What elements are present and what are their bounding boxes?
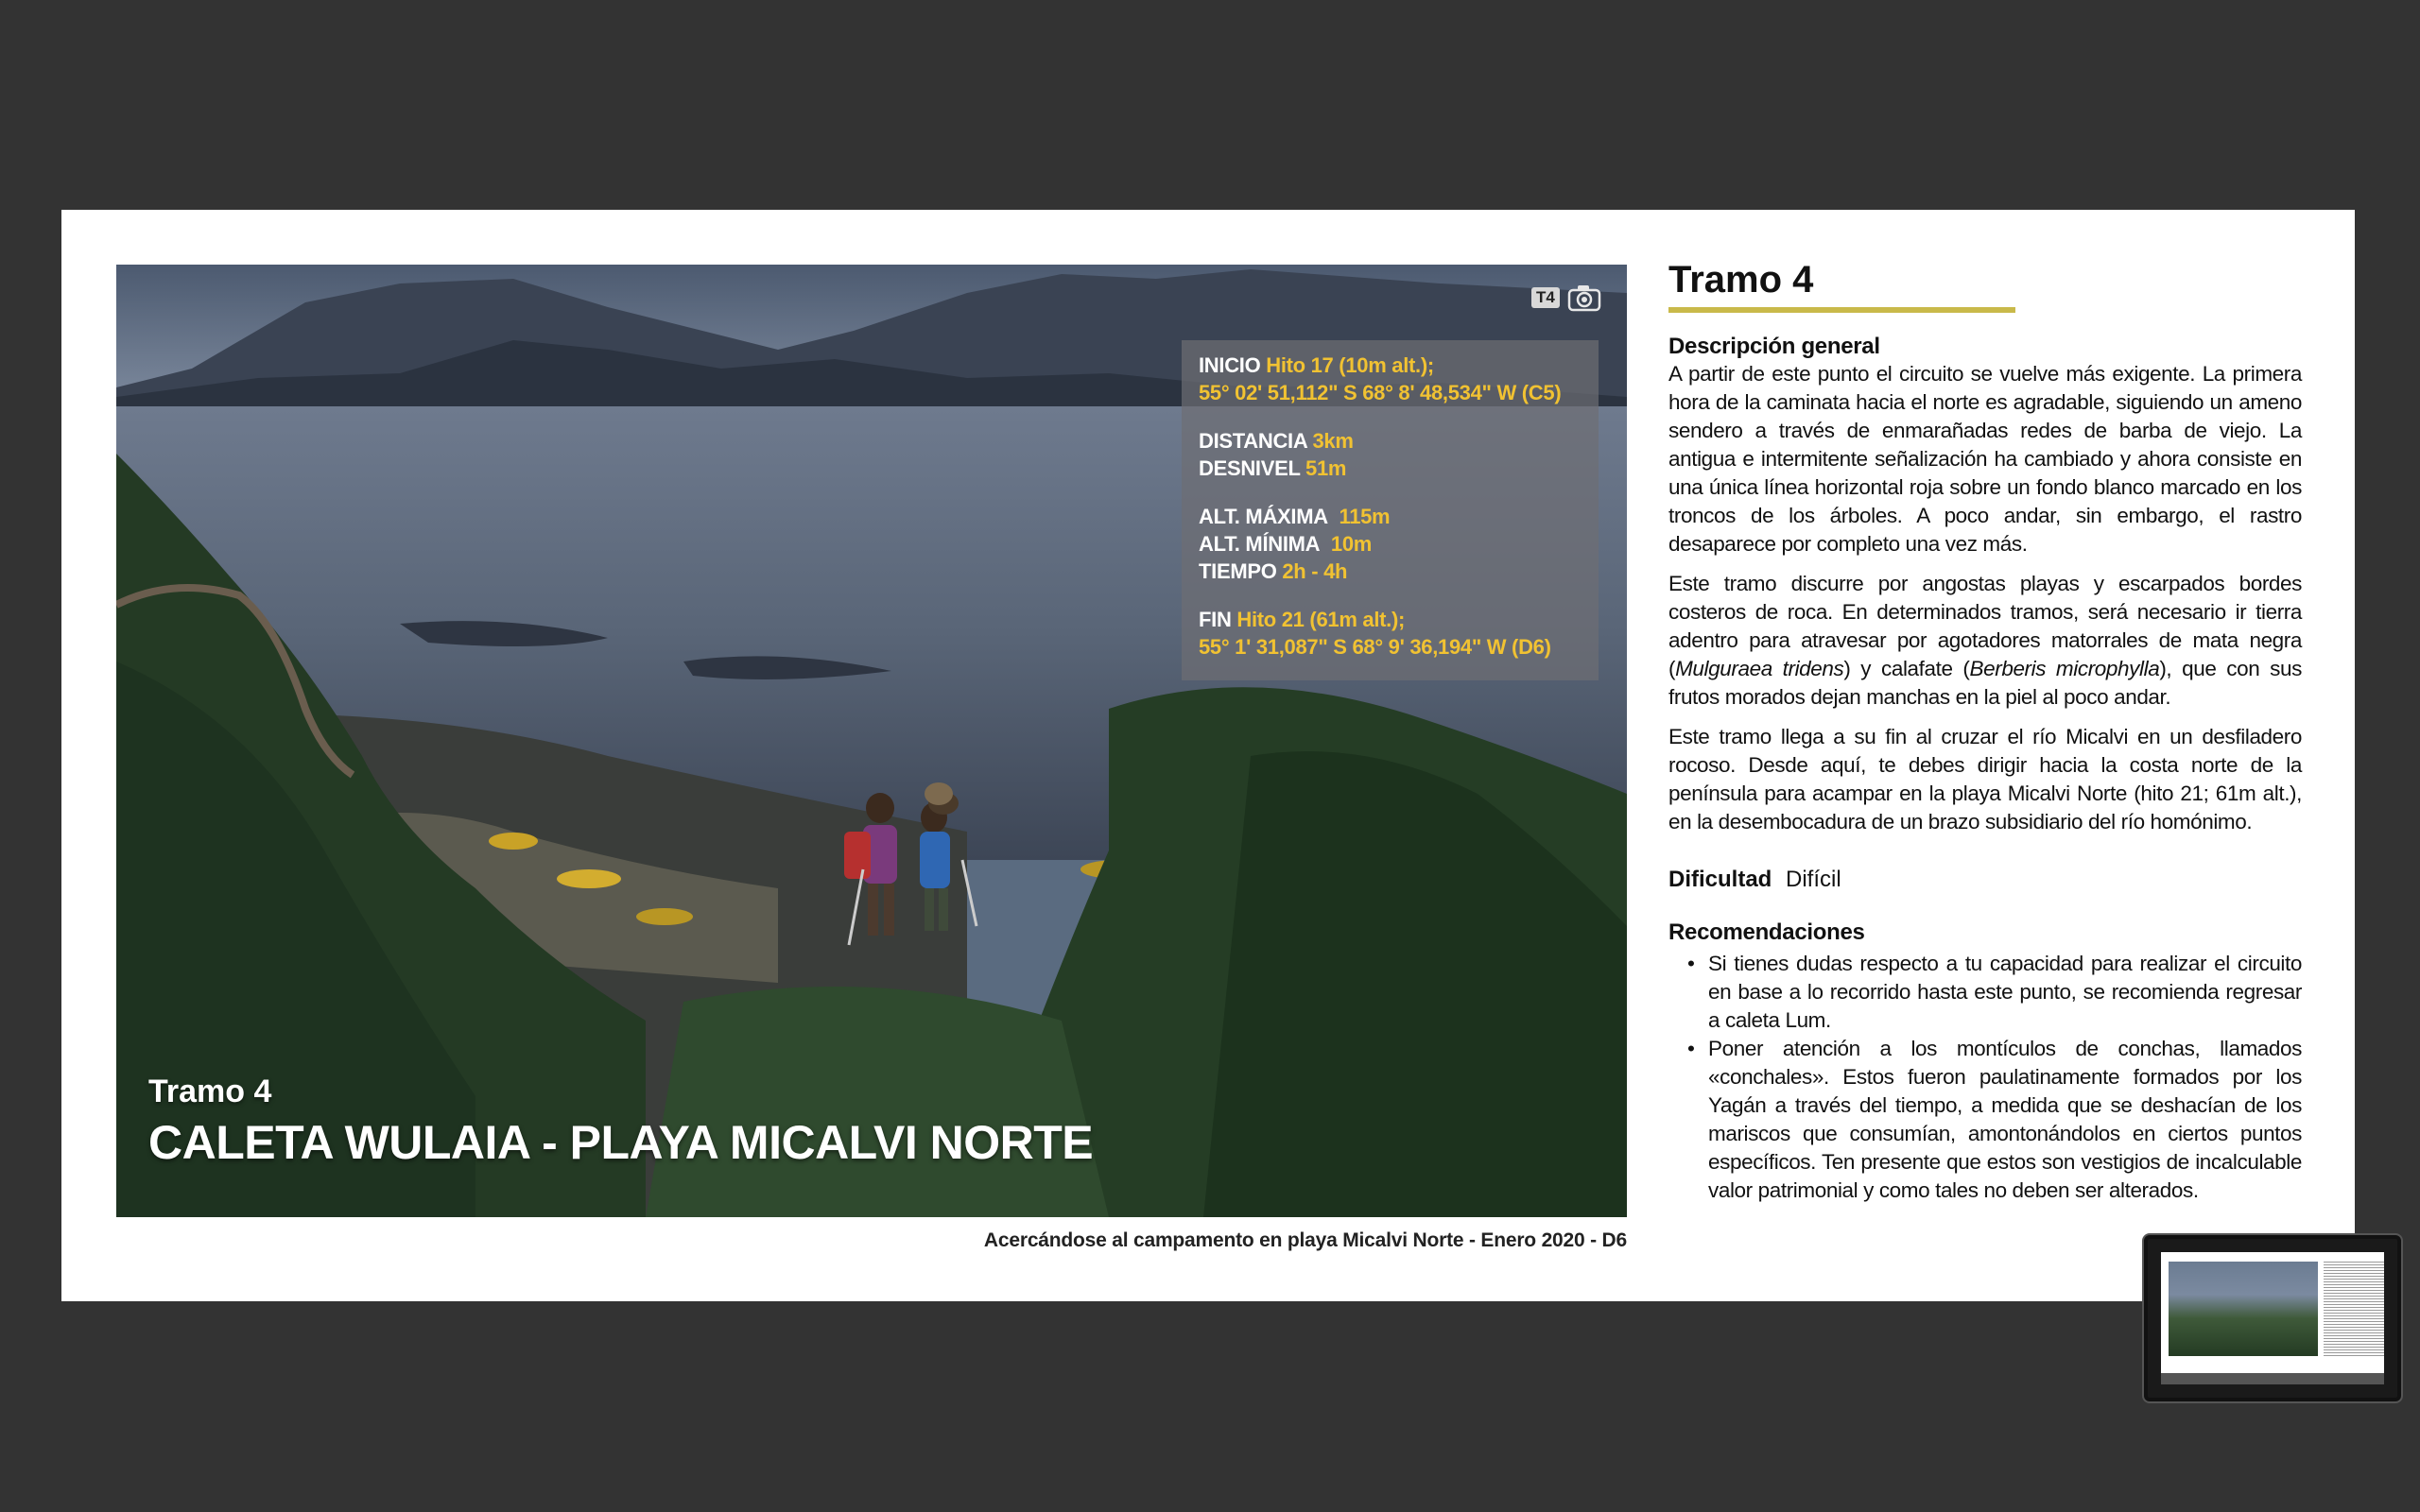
tramo-badge: T4 (1531, 287, 1560, 308)
difficulty-row (1668, 867, 2302, 893)
desnivel-label: DESNIVEL (1199, 456, 1301, 480)
thumbnail-photo (2169, 1262, 2318, 1356)
tiempo-value: 2h - 4h (1282, 559, 1348, 583)
difficulty-label: Dificultad (1668, 867, 1772, 892)
para2-text-c: ), que con sus frutos morados dejan manchas en la piel al poco andar. (1668, 657, 2302, 709)
alt-min-value: 10m (1330, 532, 1373, 556)
description-heading: Descripción general (1668, 334, 1880, 359)
description-paragraph-1: A partir de este punto el circuito se vuelve más exigente. La primera hora de la caminata hacia el norte es agradable, siguiendo un ameno sendero a través de enmarañadas redes de barba de viejo. La antigua e intermitente señalización ha cambiado y ahora consiste en una única línea horizontal roja sobre un fondo blanco marcado en los troncos de los árboles. A poco andar, sin embargo, el rastro desaparece por completo una vez más. (1668, 362, 2302, 556)
para2-species-2: Berberis microphylla (1969, 657, 2160, 680)
route-info-box (1182, 340, 1599, 680)
thumbnail-preview (2161, 1252, 2384, 1384)
para2-text-b: ) y calafate ( (1843, 657, 1970, 680)
thumbnail-bar (2161, 1373, 2384, 1384)
alt-min-label: ALT. MÍNIMA (1199, 532, 1321, 556)
para2-text-a: Este tramo discurre por angostas playas y escarpados bordes costeros de roca. En determinados tramos, será necesario ir tierra adentro para atravesar por agotadores matorrales de mata negra ( (1668, 572, 2302, 680)
photo-overlay-subtitle: Tramo 4 (148, 1074, 272, 1109)
recommendations-heading: Recomendaciones (1668, 919, 1865, 945)
recommendation-item-1: • Si tienes dudas respecto a tu capacidad para realizar el circuito en base a lo recorrido hasta este punto, se recomienda regresar a caleta Lum. (1687, 950, 2302, 1035)
distancia-label: DISTANCIA (1199, 429, 1307, 453)
fin-value: Hito 21 (61m alt.); (1236, 608, 1406, 631)
distance-block (1199, 427, 1582, 482)
inicio-coords: 55° 02' 51,112" S 68° 8' 48,534" W (C5) (1199, 381, 1562, 404)
inicio-block (1199, 352, 1582, 406)
difficulty-value: Difícil (1786, 867, 1841, 892)
desnivel-value: 51m (1305, 456, 1347, 480)
section-title: Tramo 4 (1668, 259, 2015, 313)
camera-icon (1567, 284, 1601, 312)
page-thumbnail[interactable] (2144, 1235, 2401, 1401)
fin-block (1199, 606, 1582, 661)
tiempo-label: TIEMPO (1199, 559, 1277, 583)
photo-caption: Acercándose al campamento en playa Micalvi Norte - Enero 2020 - D6 (983, 1229, 1627, 1251)
photo-overlay-title: CALETA WULAIA - PLAYA MICALVI NORTE (148, 1116, 1094, 1169)
alt-max-label: ALT. MÁXIMA (1199, 505, 1328, 528)
photo-badge (1531, 284, 1601, 312)
recommendation-item-2: • Poner atención a los montículos de conchas, llamados «conchales». Estos fueron paulatinamente formados por los Yagán a través del tiempo, a medida que se deshacían de los mariscos que consumían, amontonándolos en ciertos puntos específicos. Ten presente que estos son vestigios de incalculable valor patrimonial y como tales no deben ser alterados. (1687, 1035, 2302, 1205)
hero-photo (116, 265, 1627, 1217)
distancia-value: 3km (1312, 429, 1354, 453)
alt-max-value: 115m (1339, 505, 1391, 528)
fin-coords: 55° 1' 31,087" S 68° 9' 36,194" W (D6) (1199, 635, 1551, 659)
text-column (1668, 259, 2302, 1205)
thumbnail-text (2324, 1262, 2384, 1356)
inicio-value: Hito 17 (10m alt.); (1266, 353, 1434, 377)
fin-label: FIN (1199, 608, 1232, 631)
inicio-label: INICIO (1199, 353, 1261, 377)
description-paragraph-3: Este tramo llega a su fin al cruzar el río Micalvi en un desfiladero rocoso. Desde aquí, te debes dirigir hacia la costa norte de la península para acampar en la playa Micalvi Norte (hito 21; 61m alt.), en la desembocadura de un brazo subsidiario del río homónimo. (1668, 725, 2302, 833)
document-page (61, 210, 2355, 1301)
altitude-block (1199, 503, 1582, 585)
description-paragraph-2 (1668, 570, 2302, 712)
recommendations-list (1668, 950, 2302, 1205)
para2-species-1: Mulguraea tridens (1675, 657, 1844, 680)
